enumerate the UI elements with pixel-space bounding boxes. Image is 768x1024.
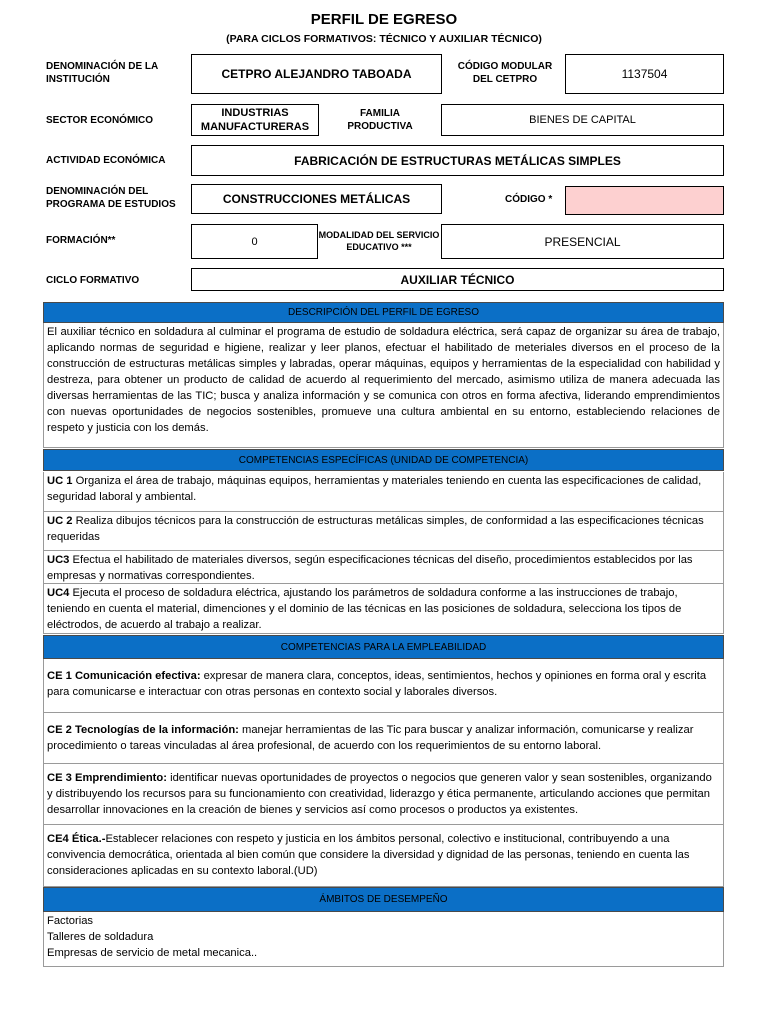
competencias-especificas-header: COMPETENCIAS ESPECÍFICAS (UNIDAD DE COMPETENCIA) [43,449,724,471]
sector-field [191,104,319,136]
codigo-modular-value: 1137504 [621,67,668,81]
descripcion-header: DESCRIPCIÓN DEL PERFIL DE EGRESO [43,302,724,323]
uc-item [43,583,724,634]
ce-code: CE 1 Comunicación efectiva: [47,670,201,682]
ce-text: Establecer relaciones con respeto y justicia en los ámbitos personal, colectivo e institucional, contribuyendo a una convivencia democrática, orientada al bien común que considere la diversidad y dignidad de las personas, teniendo en cuenta las consideraciones aplicadas en su contexto laboral.(UD) [47,833,690,877]
familia-label: FAMILIA PRODUCTIVA [347,108,413,132]
uc-code: UC4 [47,587,70,599]
uc-item [43,472,724,512]
ambito-item: Factorias [47,915,94,927]
ciclo-field [191,268,724,291]
ambitos-header: ÁMBITOS DE DESEMPEÑO [43,887,724,912]
ce-item [43,712,724,764]
ambitos-list [43,912,724,967]
sector-label: SECTOR ECONÓMICO [46,115,154,126]
codigo-modular-field [565,54,724,94]
actividad-field [191,145,724,176]
uc-item [43,550,724,584]
ciclo-label: CICLO FORMATIVO [46,275,140,286]
institucion-value: CETPRO ALEJANDRO TABOADA [221,67,412,81]
modalidad-field [441,224,724,259]
ce-text: manejar herramientas de las Tic para buscar y analizar información, comunicarse y realizar procedimiento o tareas vinculadas al área profesional, de acuerdo con los requerimientos de su entorno laboral. [47,724,694,752]
familia-value: BIENES DE CAPITAL [529,114,636,126]
ce-code: CE4 Ética.- [47,833,106,845]
ambito-item: Talleres de soldadura [47,931,154,943]
codigo-field[interactable] [565,186,724,215]
page-subtitle: (PARA CICLOS FORMATIVOS: TÉCNICO Y AUXILIAR TÉCNICO) [226,33,542,45]
actividad-label: ACTIVIDAD ECONÓMICA [46,155,166,166]
modalidad-value: PRESENCIAL [544,234,621,249]
institucion-field [191,54,442,94]
codigo-label: CÓDIGO * [505,194,553,205]
codigo-modular-label: CÓDIGO MODULAR DEL CETPRO [457,61,553,85]
formacion-field [191,224,318,259]
ce-code: CE 2 Tecnologías de la información: [47,724,239,736]
ce-item [43,824,724,887]
formacion-label: FORMACIÓN** [46,235,116,246]
ce-code: CE 3 Emprendimiento: [47,772,167,784]
descripcion-text: El auxiliar técnico en soldadura al culminar el programa de estudio de soldadura eléctrica, será capaz de organizar su área de trabajo, aplicando normas de seguridad e higiene, realizar y leer planos, efectuar el habilitado de meteriales diversos en el proceso de la construcción de estructuras metálicas simples y labradas, operar máquinas, equipos y herramientas de la especialidad con habilidad y destreza, para obtener un producto de calidad de acuerdo al requerimiento del mercado, asimismo utiliza de manera adecuada las diversas herramientas de las TIC; busca y analiza información y se comunica con otros en forma afectiva, liderando emprendimientos con nuevas oportunidades de negocios sostenibles, promueve una cultura ambiental en su entorno, estableciendo relaciones de respeto y justicia con los demás. [43,323,724,448]
ce-text: expresar de manera clara, conceptos, ideas, sentimientos, hechos y opiniones en forma oral y escrita para comunicarse e interactuar con otras personas en contexto social y laborales diversos. [47,670,707,698]
formacion-value: 0 [251,235,258,248]
uc-text: Organiza el área de trabajo, máquinas equipos, herramientas y materiales teniendo en cuenta las especificaciones de calidad, seguridad laboral y ambiental. [47,475,702,503]
actividad-value: FABRICACIÓN DE ESTRUCTURAS METÁLICAS SIMPLES [294,153,621,168]
ce-item [43,763,724,825]
modalidad-label: MODALIDAD DEL SERVICIO EDUCATIVO *** [318,230,440,252]
programa-label: DENOMINACIÓN DEL PROGRAMA DE ESTUDIOS [46,186,176,210]
empleabilidad-header: COMPETENCIAS PARA LA EMPLEABILIDAD [43,635,724,659]
programa-field [191,184,442,214]
uc-text: Efectua el habilitado de materiales diversos, según especificaciones técnicas del diseño, procedimientos establecidos por las empresas y normativas correspondientes. [47,554,693,582]
uc-code: UC 1 [47,475,73,487]
uc-item [43,511,724,551]
familia-field [441,104,724,136]
uc-text: Ejecuta el proceso de soldadura eléctrica, ajustando los parámetros de soldadura conforme a las instrucciones de trabajo, teniendo en cuenta el material, dimenciones y el dominio de las técnicas en las posiciones de soldadura, selecciona los tipos de eléctrodos, de acuerdo al trabajo a realizar. [47,587,682,631]
uc-code: UC3 [47,554,70,566]
ambito-item: Empresas de servicio de metal mecanica.. [47,947,258,959]
institucion-label: DENOMINACIÓN DE LA INSTITUCIÓN [46,61,158,85]
uc-code: UC 2 [47,515,73,527]
uc-text: Realiza dibujos técnicos para la construcción de estructuras metálicas simples, de conformidad a las especificaciones técnicas requeridas [47,515,704,543]
page-title: PERFIL DE EGRESO [310,11,458,28]
sector-value: INDUSTRIAS MANUFACTURERAS [200,107,310,133]
ce-item [43,659,724,713]
ce-text: identificar nuevas oportunidades de proyectos o negocios que generen valor y sean sostenibles, organizando y distribuyendo los recursos para su funcionamiento con creatividad, liderazgo y ética permanente, articulando acciones que permitan desarrollar innovaciones en la creación de bienes y servicios así como procesos o productos ya existentes. [47,772,712,816]
programa-value: CONSTRUCCIONES METÁLICAS [222,192,411,206]
ciclo-value: AUXILIAR TÉCNICO [400,272,515,287]
